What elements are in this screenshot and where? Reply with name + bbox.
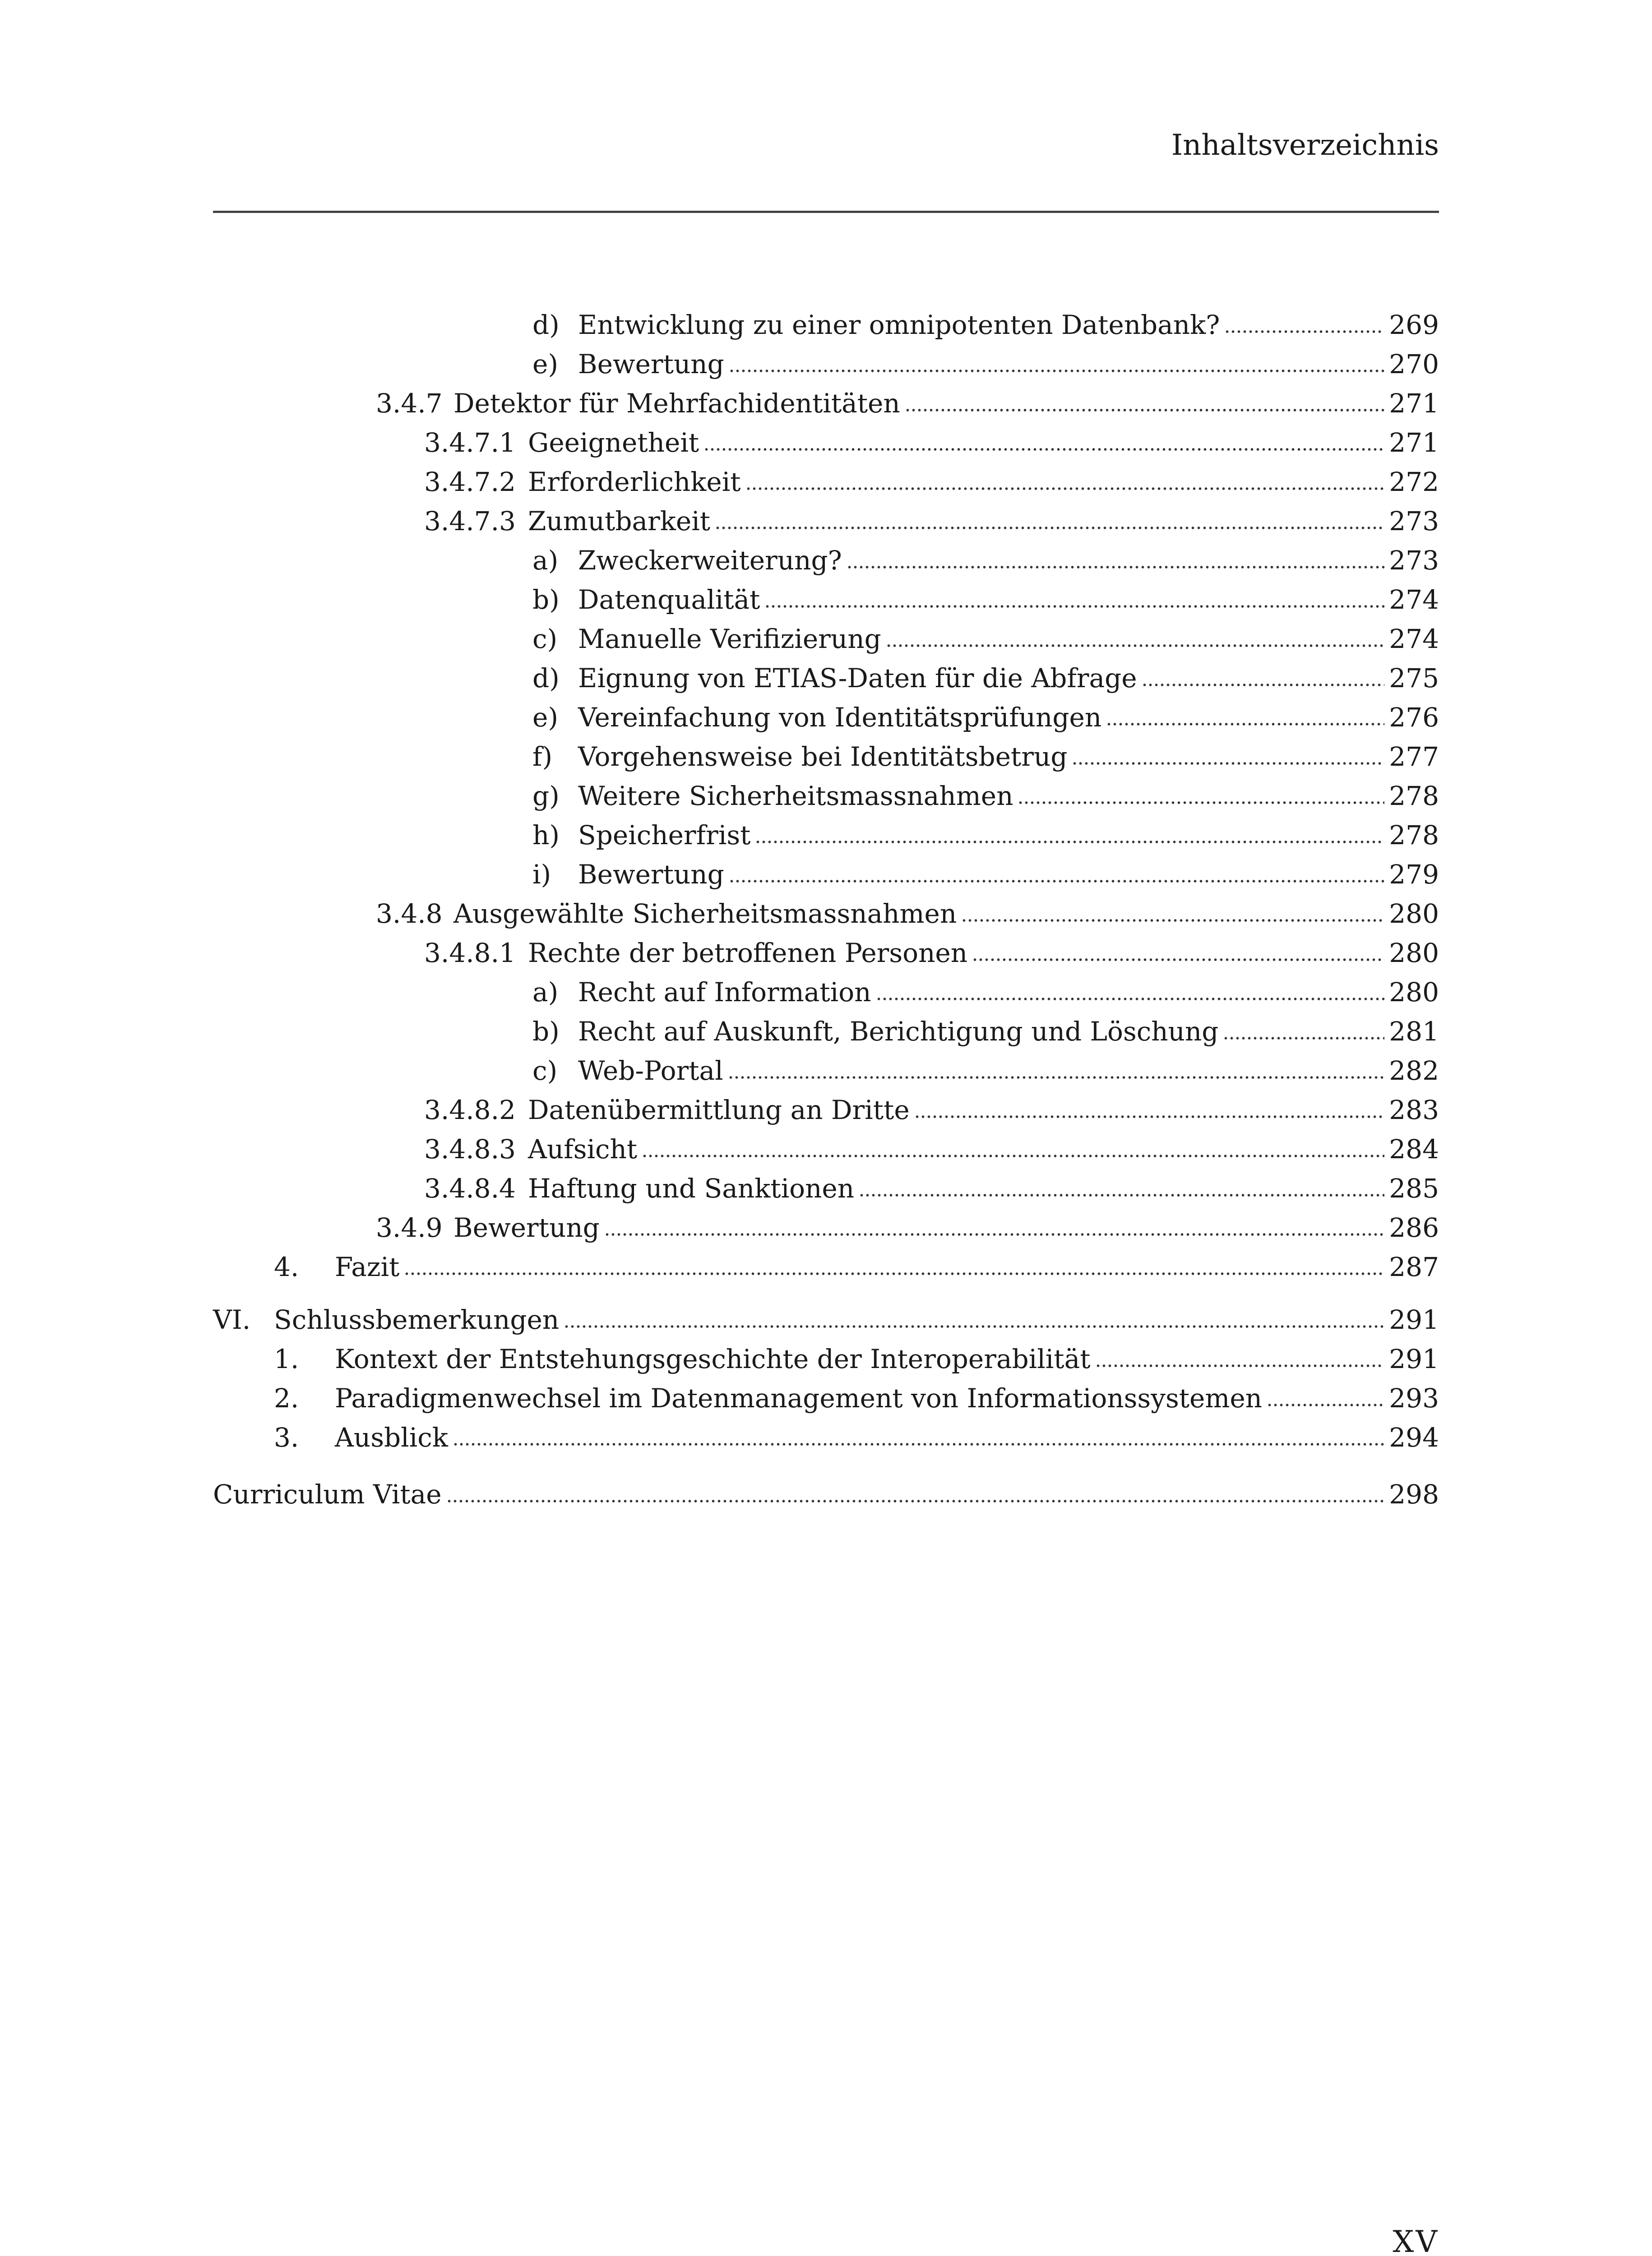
toc-entry[interactable] [213,699,1439,735]
toc-entry-number: 3.4.8 [376,898,443,929]
toc-entry-title: Entwicklung zu einer omnipotenten Datenbank? [578,310,1220,340]
toc-entry-title: Weitere Sicherheitsmassnahmen [578,781,1013,811]
toc-entry[interactable] [213,542,1439,578]
toc-entry-number: 3.4.8.2 [424,1095,516,1125]
toc-entry-number: 3.4.7.1 [424,427,516,458]
toc-entry[interactable] [213,1380,1439,1416]
toc-entry-title: Zumutbarkeit [528,506,711,536]
toc-entry-title: Rechte der betroffenen Personen [528,938,968,968]
dot-leader [764,583,1384,609]
toc-entry-title: Datenqualität [578,584,760,615]
toc-entry[interactable] [213,1053,1439,1089]
dot-leader [745,466,1385,491]
toc-entry[interactable] [213,621,1439,657]
toc-entry-title: Haftung und Sanktionen [528,1173,855,1204]
toc-entry[interactable] [213,1092,1439,1128]
dot-leader [1072,740,1384,766]
toc-entry-title: Eignung von ETIAS-Daten für die Abfrage [578,663,1137,693]
toc-entry-number: 3.4.7 [376,388,443,419]
toc-entry[interactable] [213,385,1439,421]
toc-entry-page: 280 [1389,938,1439,968]
toc-entry[interactable] [213,739,1439,775]
dot-leader [972,937,1384,962]
toc-entry[interactable] [213,856,1439,892]
toc-entry-number: f) [532,741,553,772]
toc-entry[interactable] [213,1210,1439,1246]
toc-entry-number: h) [532,820,560,851]
toc-entry[interactable] [213,464,1439,500]
toc-entry-title: Kontext der Entstehungsgeschichte der Interoperabilität [335,1344,1091,1374]
dot-leader [642,1133,1384,1158]
toc-entry[interactable] [213,1419,1439,1456]
toc-entry[interactable] [213,935,1439,971]
toc-entry[interactable] [213,660,1439,696]
toc-entry-page: 294 [1389,1422,1439,1453]
toc-entry-title: Zweckerweiterung? [578,545,842,576]
toc-entry-page: 283 [1389,1095,1439,1125]
dot-leader [453,1421,1384,1447]
toc-entry-page: 287 [1389,1252,1439,1282]
toc-entry-title: Geeignetheit [528,427,699,458]
toc-entry[interactable] [213,307,1439,343]
toc-entry-page: 284 [1389,1134,1439,1165]
toc-entry-title: Erforderlichkeit [528,467,741,497]
toc-entry[interactable] [213,1131,1439,1167]
toc-entry[interactable] [213,1170,1439,1207]
toc-entry-number: 3.4.9 [376,1212,443,1243]
toc-entry-page: 272 [1389,467,1439,497]
toc-entry-page: 281 [1389,1016,1439,1047]
toc-entry-page: 277 [1389,741,1439,772]
toc-entry[interactable] [213,1249,1439,1285]
dot-leader [1142,662,1385,687]
toc-entry-title: Vereinfachung von Identitätsprüfungen [578,702,1102,733]
toc-entry[interactable] [213,974,1439,1010]
toc-entry-page: 276 [1389,702,1439,733]
dot-leader [1106,701,1384,726]
toc-entry-page: 271 [1389,427,1439,458]
dot-leader [729,348,1384,373]
toc-entry[interactable] [213,896,1439,932]
toc-entry-page: 273 [1389,545,1439,576]
toc-entry-page: 286 [1389,1212,1439,1243]
toc-entry-page: 282 [1389,1055,1439,1086]
toc-entry-number: 1. [274,1344,299,1374]
toc-entry-number: g) [532,781,560,811]
toc-entry-number: 3.4.8.3 [424,1134,516,1165]
toc-entry[interactable] [213,778,1439,814]
toc-entry-title: Paradigmenwechsel im Datenmanagement von Informationssystemen [335,1383,1263,1414]
toc-entry-title: Detektor für Mehrfachidentitäten [453,388,900,419]
dot-leader [859,1172,1384,1197]
dot-leader [1095,1343,1385,1368]
toc-entry-number: 3.4.8.4 [424,1173,516,1204]
toc-entry-page: 280 [1389,977,1439,1008]
toc-entry[interactable] [213,817,1439,853]
toc-entry-number: e) [532,702,558,733]
toc-entry-page: 274 [1389,624,1439,654]
toc-entry-title: Aufsicht [528,1134,638,1165]
dot-leader [703,426,1384,452]
dot-leader [564,1304,1384,1329]
toc-entry-page: 270 [1389,349,1439,379]
toc-entry-number: 3.4.8.1 [424,938,516,968]
toc-entry-title: Bewertung [453,1212,600,1243]
toc-entry-title: Web-Portal [578,1055,723,1086]
toc-entry-title: Curriculum Vitae [213,1479,442,1510]
toc-entry-page: 291 [1389,1304,1439,1335]
toc-entry[interactable] [213,346,1439,382]
toc-entry-title: Ausblick [335,1422,448,1453]
toc-entry-page: 279 [1389,859,1439,890]
toc-entry-number: c) [532,624,558,654]
dot-leader [446,1478,1385,1503]
dot-leader [604,1211,1384,1237]
toc-entry-number: 4. [274,1252,299,1282]
toc-entry[interactable] [213,503,1439,539]
toc-entry-page: 269 [1389,310,1439,340]
toc-entry-number: a) [532,977,559,1008]
toc-entry-page: 273 [1389,506,1439,536]
dot-leader [755,819,1384,844]
toc-entry-number: d) [532,310,560,340]
toc-entry-number: c) [532,1055,558,1086]
dot-leader [715,505,1384,530]
dot-leader [404,1251,1384,1276]
toc-entry-title: Manuelle Verifizierung [578,624,881,654]
dot-leader [1267,1382,1384,1407]
toc-entry-number: 2. [274,1383,299,1414]
toc-entry-number: b) [532,584,560,615]
toc-entry-title: Fazit [335,1252,400,1282]
toc-entry-number: a) [532,545,559,576]
page-number: XV [1393,2224,1439,2256]
toc-entry-number: b) [532,1016,560,1047]
dot-leader [729,858,1384,883]
toc-entry-title: Recht auf Auskunft, Berichtigung und Löschung [578,1016,1219,1047]
toc-entry-title: Recht auf Information [578,977,871,1008]
toc-entry-page: 278 [1389,820,1439,851]
toc-entry-page: 291 [1389,1344,1439,1374]
toc-entry[interactable] [213,425,1439,461]
toc-entry-number: VI. [213,1304,251,1335]
toc-entry-title: Schlussbemerkungen [274,1304,560,1335]
toc-entry[interactable] [213,1341,1439,1377]
toc-entry-number: 3.4.7.3 [424,506,516,536]
toc-entry[interactable] [213,1013,1439,1049]
toc-entry-number: 3. [274,1422,299,1453]
toc-entry-number: d) [532,663,560,693]
toc-entry-number: 3.4.7.2 [424,467,516,497]
dot-leader [1018,780,1384,805]
toc-entry-page: 280 [1389,898,1439,929]
toc-entry-page: 271 [1389,388,1439,419]
dot-leader [961,897,1384,923]
toc-entry-title: Bewertung [578,349,724,379]
toc-entry-page: 278 [1389,781,1439,811]
dot-leader [1223,1015,1384,1040]
toc-entry-page: 285 [1389,1173,1439,1204]
toc-entry-title: Bewertung [578,859,724,890]
toc-entry-page: 298 [1389,1479,1439,1510]
toc-entry[interactable] [213,1302,1439,1338]
dot-leader [728,1054,1385,1080]
running-header: Inhaltsverzeichnis [1171,129,1439,162]
toc-entry-title: Vorgehensweise bei Identitätsbetrug [578,741,1068,772]
dot-leader [914,1094,1385,1119]
dot-leader [1224,309,1384,334]
dot-leader [886,623,1385,648]
toc-entry-title: Datenübermittlung an Dritte [528,1095,910,1125]
header-rule [213,211,1439,213]
toc-entry[interactable] [213,582,1439,618]
toc-entry[interactable] [213,1476,1439,1512]
dot-leader [876,976,1385,1001]
toc-entry-title: Ausgewählte Sicherheitsmassnahmen [453,898,957,929]
toc-entry-number: e) [532,349,558,379]
toc-entry-page: 293 [1389,1383,1439,1414]
toc-entry-number: i) [532,859,551,890]
dot-leader [905,387,1385,412]
dot-leader [847,544,1385,569]
toc-entry-page: 275 [1389,663,1439,693]
toc-entry-page: 274 [1389,584,1439,615]
toc-entry-title: Speicherfrist [578,820,751,851]
